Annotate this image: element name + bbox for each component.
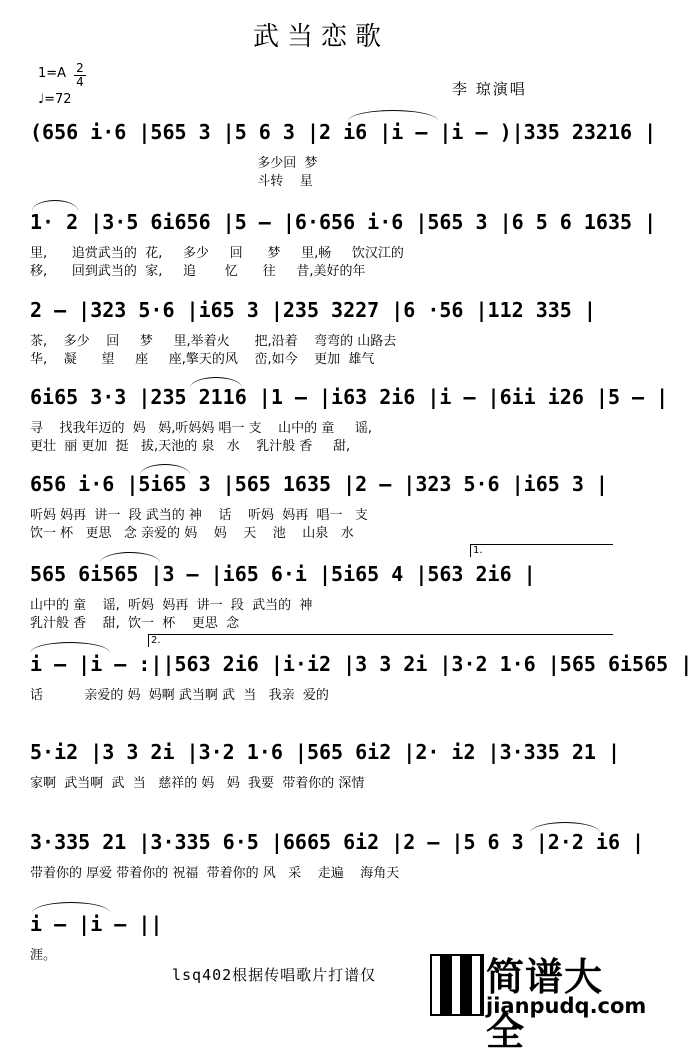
meter-top: 2	[76, 61, 84, 75]
song-title: 武当恋歌	[252, 22, 389, 52]
second-ending-bracket: 2.	[148, 634, 613, 647]
lyric-verse-2: 华, 凝 望 座 座,擎天的风 峦,如今 更加 雄气	[30, 352, 375, 367]
lyric-verse-1: 茶, 多少 回 梦 里,举着火 把,沿着 弯弯的 山路去	[30, 334, 397, 349]
tie-mark	[32, 902, 110, 913]
notation-line: 565 6i565 |3 – |i65 6·i |5i65 4 |563 2i6 |	[30, 562, 536, 586]
notation-line: 3·335 21 |3·335 6·5 |6665 6i2 |2 – |5 6 3 |2·2 i6 |	[30, 830, 645, 854]
lyric-verse-2: 斗转 星	[30, 174, 313, 189]
first-ending-bracket: 1.	[470, 544, 613, 557]
lyric-verse-1: 山中的 童 谣, 听妈 妈再 讲一 段 武当的 神	[30, 598, 313, 613]
lyric-verse-2: 饮一 杯 更思 念 亲爱的 妈 妈 天 池 山泉 水	[30, 526, 354, 541]
lyric-verse-2: 乳汁般 香 甜, 饮一 杯 更思 念	[30, 616, 240, 631]
notation-line: 6i65 3·3 |235 2116 |1 – |i63 2i6 |i – |6ii i26 |5 – |	[30, 385, 669, 409]
slur-mark	[530, 822, 600, 833]
time-signature	[72, 62, 88, 89]
lyric-verse-1: 听妈 妈再 讲一 段 武当的 神 话 听妈 妈再 唱一 支	[30, 508, 368, 523]
piano-keys-icon	[430, 954, 484, 1016]
lyric-verse-2: 移, 回到武当的 家, 追 忆 往 昔,美好的年	[30, 264, 366, 279]
lyric-verse-1: 话 亲爱的 妈 妈啊 武当啊 武 当 我亲 爱的	[30, 688, 329, 703]
lyric-verse-2: 更壮 丽 更加 挺 拔,天池的 泉 水 乳汁般 香 甜,	[30, 439, 351, 454]
lyric-verse-1: 带着你的 厚爱 带着你的 祝福 带着你的 风 采 走遍 海角天	[30, 866, 400, 881]
slur-mark	[100, 552, 160, 563]
lyric-verse-1: 里, 追赏武当的 花, 多少 回 梦 里,畅 饮汉江的	[30, 246, 404, 261]
notation-line: 1· 2 |3·5 6i656 |5 – |6·656 i·6 |565 3 |6 5 6 1635 |	[30, 210, 657, 234]
meter-bottom: 4	[76, 75, 84, 89]
lyric-verse-1: 涯。	[30, 948, 57, 963]
notation-line: 2 – |323 5·6 |i65 3 |235 3227 |6 ·56 |112 335 |	[30, 298, 596, 322]
notation-line: i – |i – ||	[30, 912, 163, 936]
singer-credit: 李 琼演唱	[452, 80, 527, 98]
logo-url: jianpudq.com	[486, 994, 647, 1018]
key-signature: 1=A	[38, 66, 67, 81]
site-logo	[430, 946, 647, 1054]
notation-line: (656 i·6 |565 3 |5 6 3 |2 i6 |i – |i – )|335 23216 |	[30, 120, 657, 144]
slur-mark	[140, 464, 190, 475]
lyric-verse-1: 多少回 梦	[30, 156, 318, 171]
notation-line: 5·i2 |3 3 2i |3·2 1·6 |565 6i2 |2· i2 |3·335 21 |	[30, 740, 621, 764]
transcriber-note: lsq402根据传唱歌片打谱仅	[172, 966, 377, 984]
tempo-marking: ♩=72	[38, 92, 72, 107]
notation-line: i – |i – :||563 2i6 |i·i2 |3 3 2i |3·2 1·6 |565 6i565 |	[30, 652, 692, 676]
lyric-verse-1: 寻 找我年迈的 妈 妈,听妈妈 唱一 支 山中的 童 谣,	[30, 421, 373, 436]
slur-mark	[32, 200, 78, 211]
lyric-verse-1: 家啊 武当啊 武 当 慈祥的 妈 妈 我要 带着你的 深情	[30, 776, 365, 791]
tie-mark	[348, 110, 438, 121]
logo-name: 简谱大全	[486, 955, 604, 1054]
tie-mark	[30, 642, 110, 653]
slur-mark	[190, 377, 242, 388]
notation-line: 656 i·6 |5i65 3 |565 1635 |2 – |323 5·6 |i65 3 |	[30, 472, 608, 496]
